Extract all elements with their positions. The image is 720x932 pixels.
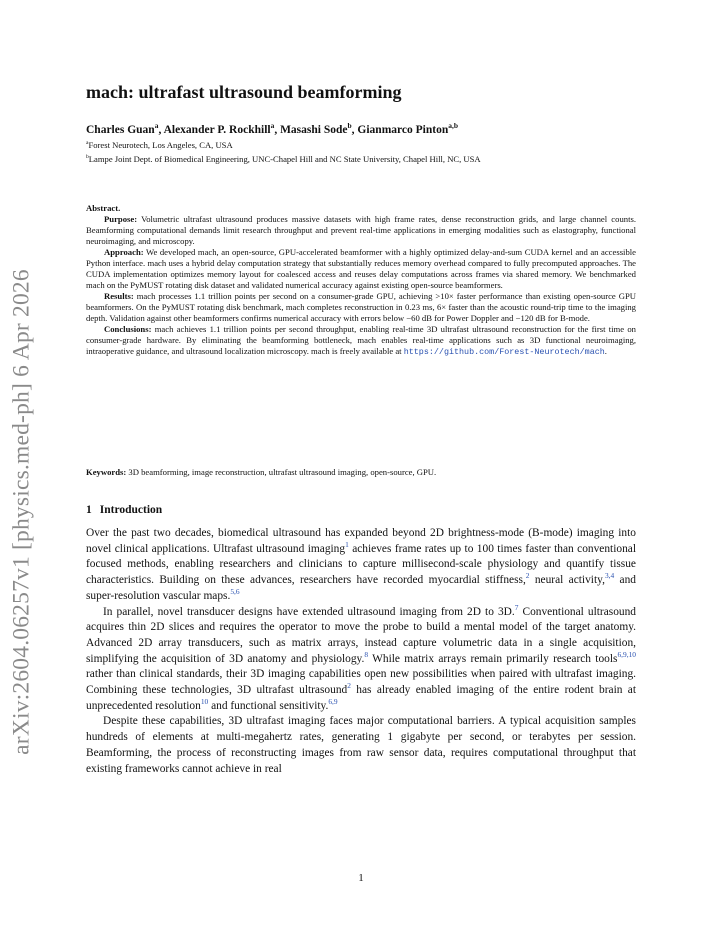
abstract-heading: Abstract.	[86, 203, 121, 213]
introduction-body	[86, 526, 636, 777]
affiliation-a: $^a$Forest Neurotech, Los Angeles, CA, USA	[86, 140, 233, 150]
author: Charles Guan$^a$,	[86, 121, 164, 136]
citation[interactable]: 6,9	[328, 696, 338, 706]
author-list	[86, 121, 459, 136]
citation[interactable]: 1	[345, 539, 349, 549]
abstract-purpose: Purpose: Volumetric ultrafast ultrasound produces massive datasets with high frame rates, dense reconstruction grids, and large channel counts. Beamforming computational demands limit research throughput and prevent real-time applications in emerging modalities such as elastography, functional neuroimaging, and microscopy.	[86, 214, 636, 246]
abstract	[86, 203, 636, 358]
citation[interactable]: 10	[200, 696, 209, 706]
author: Alexander P. Rockhill$^a$,	[163, 121, 281, 136]
arxiv-id: arXiv:2604.06257v1 [physics.med-ph] 6 Apr 2026	[8, 269, 35, 755]
page-number: 1	[358, 872, 364, 884]
citation[interactable]: 8	[364, 649, 369, 659]
citation[interactable]: 2	[525, 571, 530, 581]
affiliation-b: $^b$Lampe Joint Dept. of Biomedical Engineering, UNC-Chapel Hill and NC State University, Chapel Hill, NC, USA	[86, 154, 481, 164]
citation[interactable]: 5,6	[230, 587, 240, 597]
paragraph: Over the past two decades, biomedical ultrasound has expanded beyond 2D brightness-mode (B-mode) imaging into novel clinical applications. Ultrafast ultrasound imaging$^1$ achieves frame rates up to 100 times faster than conventional focused methods, enabling researchers and clinicians to capture millisecond-scale physiology and quantify tissue characteristics. Building on these advances, researchers have recorded myocardial stiffness,$^2$ neural activity,$^{3,4}$ and super-resolution vascular maps.$^{5,6}$	[86, 527, 636, 602]
paragraph: Despite these capabilities, 3D ultrafast imaging faces major computational barriers. A typical acquisition samples hundreds of elements at multi-megahertz rates, generating 1 gigabyte per second, or terabytes per session. Beamforming, the process of reconstructing images from raw sensor data, requires computational throughput that existing frameworks cannot achieve in real	[86, 715, 636, 775]
citation[interactable]: 7	[514, 602, 519, 612]
paragraph: In parallel, novel transducer designs have extended ultrasound imaging from 2D to 3D.$^7$ Conventional ultrasound acquires thin 2D slices and requires the operator to move the probe to build a mental model of the target anatomy. Advanced 2D array transducers, such as matrix arrays, instead capture volumetric data in a single acquisition, simplifying the acquisition of 3D anatomy and physiology.$^8$ While matrix arrays remain primarily research tools$^{6,9,10}$ rather than clinical standards, their 3D imaging capabilities open new possibilities when paired with ultrafast imaging. Combining these technologies, 3D ultrafast ultrasound$^2$ has already enabled imaging of the entire rodent brain at unprecedented resolution$^{10}$ and functional sensitivity.$^{6,9}$	[86, 602, 637, 712]
citation[interactable]: 6,9,10	[617, 649, 636, 659]
paper-title: mach: ultrafast ultrasound beamforming	[86, 82, 402, 102]
abstract-approach: Approach: We developed mach, an open-source, GPU-accelerated beamformer with a highly optimized delay-and-sum CUDA kernel and an accessible Python interface. mach uses a hybrid delay computation strategy that substantially reduces memory overhead compared to fully precomputed approaches. The CUDA implementation optimizes memory layout for coalesced access and reuses delay computations across frames via shared memory. We benchmarked mach on the PyMUST rotating disk dataset and validated numerical accuracy against existing open-source beamformers.	[86, 247, 636, 290]
abstract-conclusions: Conclusions: mach achieves 1.1 trillion points per second throughput, enabling real-time 3D ultrafast ultrasound reconstruction for the first time on consumer-grade hardware. By eliminating the beamforming bottleneck, mach enables real-time applications such as 3D functional neuroimaging, intraoperative guidance, and ultrasound localization microscopy. mach is freely available at https://github.com/Forest-Neurotech/mach.	[86, 324, 636, 357]
abstract-results: Results: mach processes 1.1 trillion points per second on a consumer-grade GPU, achieving >10× faster performance than existing open-source GPU beamformers. On the PyMUST rotating disk benchmark, mach completes reconstruction in 0.23 ms, 6× faster than the acoustic round-trip time to the imaging depth. Validation against other beamformers confirms numerical accuracy with errors below −60 dB for Power Doppler and −120 dB for B-mode.	[86, 291, 637, 323]
author: Gianmarco Pinton$^{a,b}$	[357, 121, 459, 136]
repo-link[interactable]: https://github.com/Forest-Neurotech/mach	[403, 347, 605, 357]
citation[interactable]: 3,4	[604, 571, 615, 581]
section-heading: 1 Introduction	[86, 504, 163, 516]
author: Masashi Sode$^b$,	[280, 121, 358, 136]
keywords: Keywords: 3D beamforming, image reconstruction, ultrafast ultrasound imaging, open-source, GPU.	[86, 467, 437, 477]
citation[interactable]: 2	[347, 681, 351, 691]
